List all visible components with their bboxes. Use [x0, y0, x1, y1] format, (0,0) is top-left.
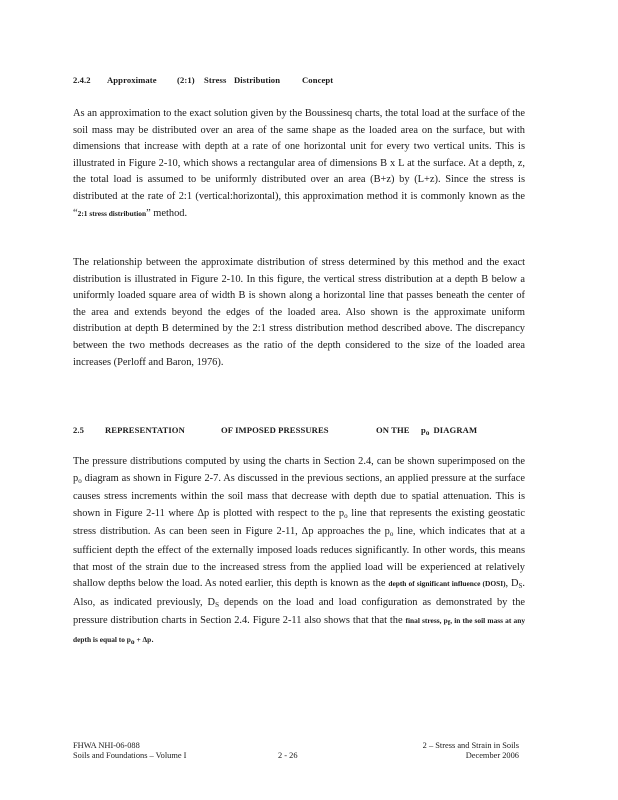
- footer-date: December 2006: [465, 751, 519, 760]
- paragraph-text: depends on the load and load configuration as demonstrated by the pressure distribution charts in Section 2.4. Figure 2-11 also shows that that the: [73, 596, 526, 627]
- subscript: o: [344, 511, 348, 520]
- section-heading-2-5: [73, 425, 477, 437]
- bold-term: final stress, p: [405, 616, 448, 626]
- heading-word: (2:1): [177, 75, 195, 85]
- footer-page-number: 2 - 26: [278, 751, 298, 760]
- subscript: o: [78, 476, 82, 485]
- footer-right: [405, 741, 519, 761]
- heading-p-symbol: p: [421, 425, 426, 435]
- paragraph-text: The pressure distributions computed by using the charts in Section 2.4, can be shown superimposed on the p: [73, 456, 525, 484]
- subscript: S: [518, 582, 523, 591]
- footer-left: [73, 741, 186, 761]
- section-number: 2.4.2: [73, 75, 91, 85]
- footer-doc-number: FHWA NHI-06-088: [73, 741, 140, 750]
- subscript: o: [130, 636, 135, 646]
- subscript: o: [389, 530, 394, 539]
- subscript: S: [215, 600, 219, 609]
- heading-word: Distribution: [234, 75, 281, 85]
- paragraph-2-1-method: [73, 106, 525, 222]
- paragraph-po-diagram: [73, 454, 525, 651]
- subscript: f: [447, 618, 451, 628]
- paragraph-text: diagram as shown in Figure 2-7. As discussed in the previous sections, an applied pressure at the surface causes stress increments within the soil mass that decrease with depth due to spatial attenuation. This is shown in Figure 2-11 where Δp is plotted with respect to the p: [73, 472, 525, 519]
- heading-word: Approximate: [107, 75, 157, 85]
- paragraph-text: line that represents the existing geostatic stress distribution. As can been seen in Figure 2-11, Δp approaches the p: [73, 507, 525, 538]
- paragraph-text: .: [151, 633, 154, 645]
- bold-term: depth of significant influence (DOSI): [388, 579, 506, 589]
- heading-word: OF IMPOSED PRESSURES: [221, 425, 329, 435]
- heading-word: Concept: [302, 75, 334, 85]
- paragraph-text: ” method.: [146, 207, 188, 219]
- heading-word: DIAGRAM: [433, 425, 478, 435]
- footer-chapter: 2 – Stress and Strain in Soils: [422, 741, 519, 750]
- heading-word: ON THE: [376, 425, 410, 435]
- bold-term: 2:1 stress distribution: [77, 208, 147, 218]
- paragraph-relationship: The relationship between the approximate distribution of stress determined by this method and the exact distribution is illustrated in Figure 2-10. In this figure, the vertical stress distribution at a depth B below a uniformly loaded square area of width B is shown along a horizontal line that passes beneath the center of the area and extends beyond the edges of the loaded area. Also shown is the approximate uniform distribution at depth B determined by the 2:1 stress distribution method described above. The discrepancy between the two methods decreases as the ratio of the depth considered to the size of the loaded area increases (Perloff and Baron, 1976).: [73, 257, 525, 368]
- section-number: 2.5: [73, 425, 85, 435]
- paragraph-text: . Also, as indicated previously, D: [73, 578, 525, 608]
- heading-subscript: o: [425, 429, 430, 437]
- section-heading-2-4-2: [73, 75, 333, 85]
- paragraph-text: , D: [505, 578, 519, 590]
- footer-doc-title: Soils and Foundations – Volume I: [73, 751, 187, 760]
- paragraph-text: line, which indicates that at a sufficient depth the effect of the externally imposed loads reduces significantly. In other words, this means that most of the strain due to the increased stress from the applied load will be experienced at relatively shallow depths below the load. As noted earlier, this depth is known as the: [73, 526, 526, 590]
- heading-word: Stress: [204, 75, 227, 85]
- heading-word: REPRESENTATION: [105, 425, 185, 435]
- bold-term: , in the soil mass at any depth is equal to p: [73, 616, 526, 644]
- paragraph-text: As an approximation to the exact solution given by the Boussinesq charts, the total load at the surface of the soil mass may be distributed over an area of the same shape as the loaded area on the surface, but with dimensions that increase with depth at a rate of one horizontal unit for every two vertical units. This is illustrated in Figure 2-10, which shows a rectangular area of dimensions B x L at the surface. At a depth, z, the total load is assumed to be uniformly distributed over an area (B+z) by (L+z). Since the stress is distributed at the rate of 2:1 (vertical:horizontal), this approximation method it is commonly known as the “: [73, 108, 525, 219]
- bold-term: + Δp: [134, 634, 152, 644]
